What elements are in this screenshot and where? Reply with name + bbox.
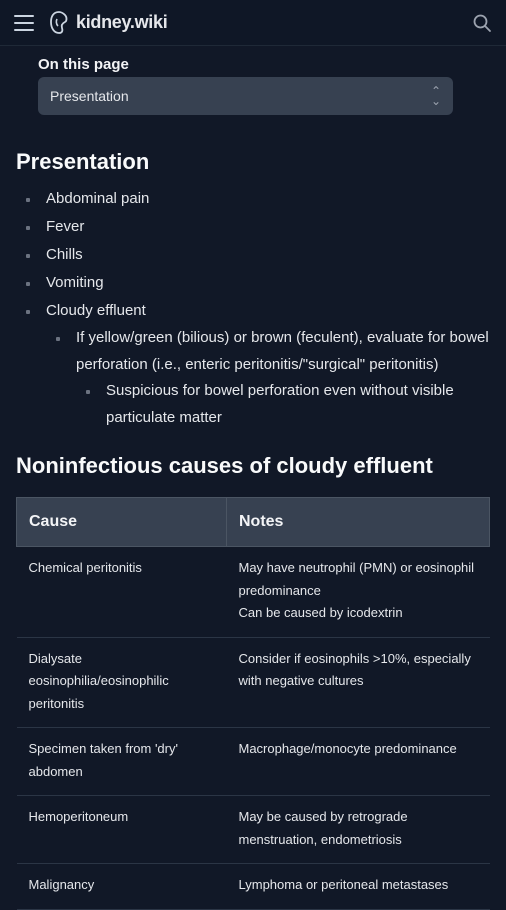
notes-cell — [227, 796, 490, 864]
cause-cell: Hemoperitoneum — [17, 796, 227, 864]
note-line: Macrophage/monocyte predominance — [238, 741, 457, 756]
cause-cell: Dialysate eosinophilia/eosinophilic peritonitis — [17, 637, 227, 728]
list-item: Vomiting — [16, 269, 490, 297]
main-content — [0, 56, 506, 910]
table-row — [17, 547, 490, 638]
sub-sub-list-item: Suspicious for bowel perforation even without visible particulate matter — [76, 378, 490, 431]
list-item-label: Cloudy effluent — [46, 302, 146, 319]
notes-cell — [227, 547, 490, 638]
presentation-list — [16, 185, 490, 431]
note-line: May be caused by retrograde menstruation, endometriosis — [238, 809, 408, 847]
site-brand[interactable]: kidney.wiki — [76, 12, 168, 32]
sub-sub-list — [76, 378, 490, 431]
note-line: May have neutrophil (PMN) or eosinophil predominance — [238, 560, 475, 598]
toc-select[interactable] — [38, 77, 453, 115]
presentation-heading: Presentation — [16, 149, 150, 174]
note-line: Can be caused by icodextrin — [238, 605, 403, 620]
sub-list — [46, 325, 490, 431]
list-item: Chills — [16, 241, 490, 269]
top-bar — [0, 0, 506, 46]
cause-cell: Specimen taken from 'dry' abdomen — [17, 728, 227, 796]
note-line: Lymphoma or peritoneal metastases — [238, 877, 449, 892]
table-row — [17, 637, 490, 728]
table-row — [17, 864, 490, 910]
notes-cell — [227, 637, 490, 728]
cause-cell: Chemical peritonitis — [17, 547, 227, 638]
table-row — [17, 796, 490, 864]
note-line: Consider if eosinophils >10%, especially with negative cultures — [238, 650, 471, 688]
list-item-cloudy-effluent — [16, 297, 490, 431]
search-icon[interactable] — [472, 13, 492, 33]
toc-label: On this page — [38, 56, 129, 73]
toc-selected-value: Presentation — [50, 88, 129, 104]
column-header-notes: Notes — [227, 498, 490, 547]
table-row — [17, 728, 490, 796]
notes-cell — [227, 728, 490, 796]
list-item: Fever — [16, 213, 490, 241]
notes-cell — [227, 864, 490, 910]
causes-heading: Noninfectious causes of cloudy effluent — [16, 453, 433, 478]
kidney-logo-icon[interactable] — [48, 10, 70, 36]
sub-list-item — [46, 325, 490, 431]
table-header-row — [17, 498, 490, 547]
sub-list-item-text: If yellow/green (bilious) or brown (feculent), evaluate for bowel perforation (i.e., enteric peritonitis/"surgical" peritonitis) — [76, 329, 489, 373]
hamburger-menu-icon[interactable] — [14, 15, 34, 31]
updown-chevron-icon: ⌃ ⌄ — [430, 84, 441, 108]
causes-table — [16, 497, 490, 910]
column-header-cause: Cause — [17, 498, 227, 547]
list-item: Abdominal pain — [16, 185, 490, 213]
cause-cell: Malignancy — [17, 864, 227, 910]
